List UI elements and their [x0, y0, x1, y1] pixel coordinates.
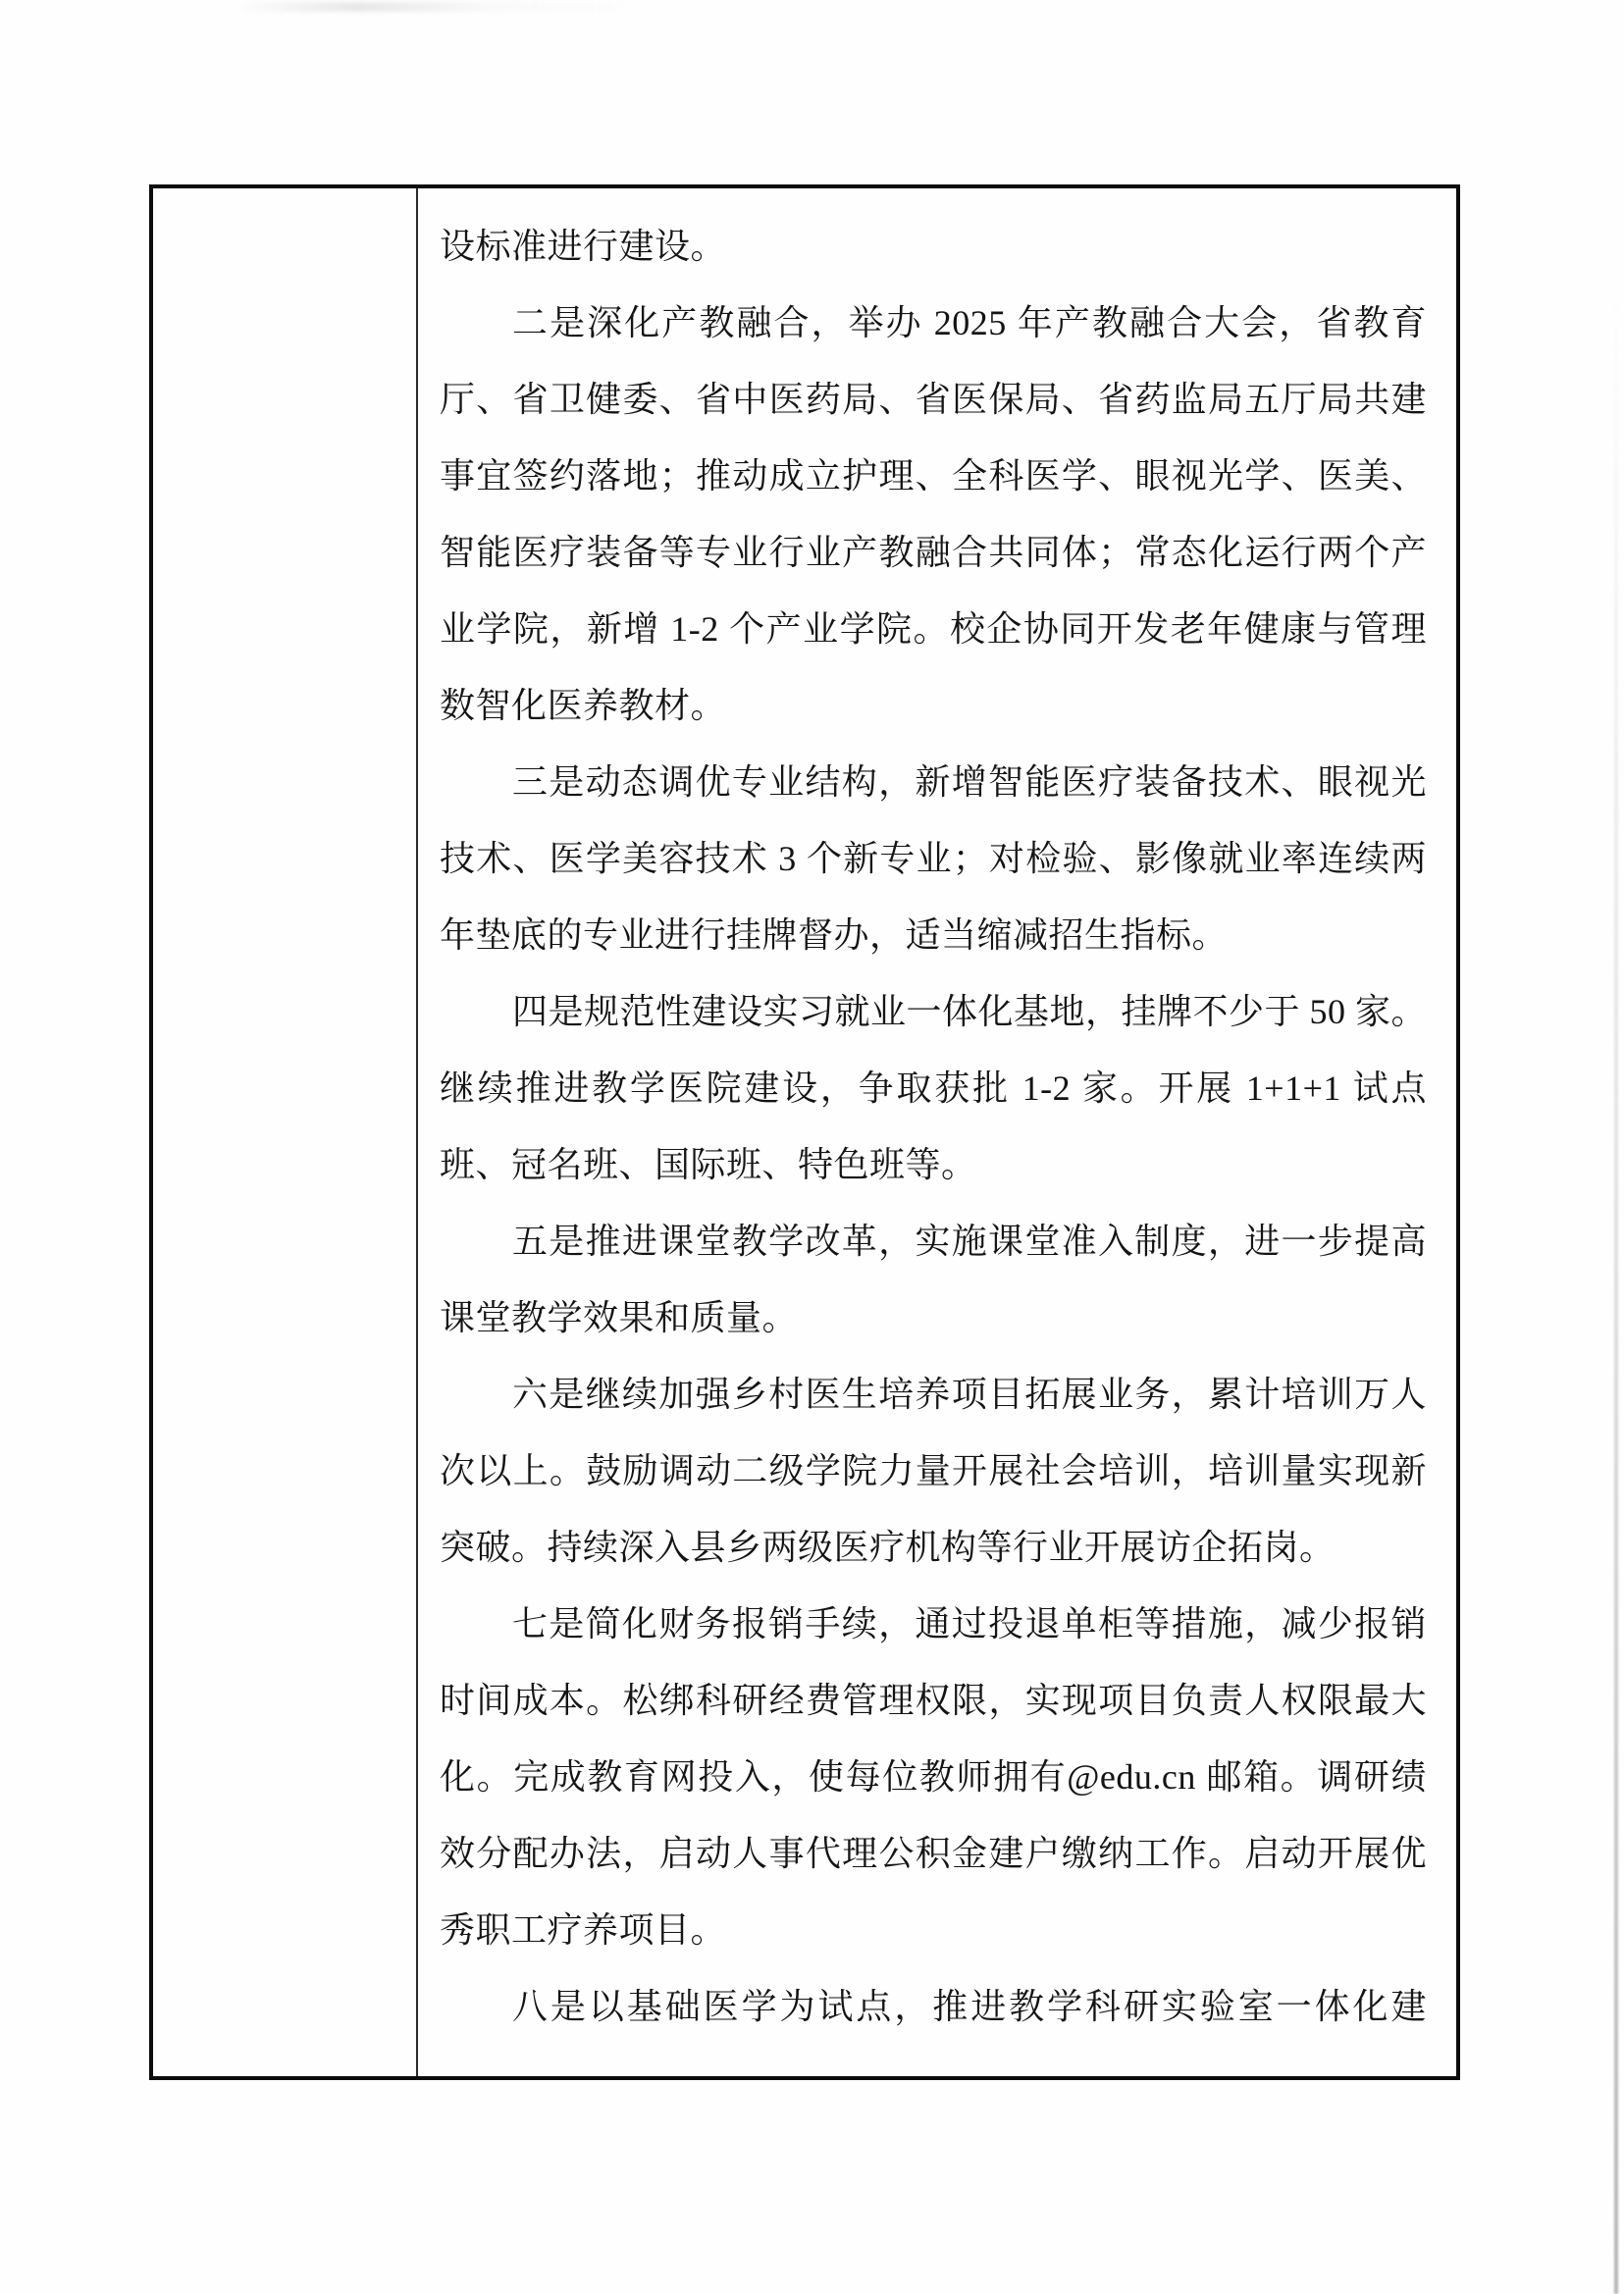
text-line: 课堂教学效果和质量。: [440, 1298, 799, 1337]
table-left-column-empty: [153, 188, 418, 2076]
content-lines: [440, 208, 1427, 2045]
text-line: 六是继续加强乡村医生培养项目拓展业务，累计培训万人: [512, 1375, 1427, 1414]
table-content-column: [418, 188, 1456, 2076]
text-line: 时间成本。松绑科研经费管理权限，实现项目负责人权限最大: [440, 1681, 1427, 1720]
text-line: 效分配办法，启动人事代理公积金建户缴纳工作。启动开展优: [440, 1834, 1427, 1873]
text-line: 秀职工疗养项目。: [440, 1910, 727, 1950]
text-line: 八是以基础医学为试点，推进教学科研实验室一体化建: [512, 1987, 1427, 2026]
text-line: 厅、省卫健委、省中医药局、省医保局、省药监局五厅局共建: [440, 380, 1427, 419]
text-line: 继续推进教学医院建设，争取获批 1-2 家。开展 1+1+1 试点: [440, 1069, 1427, 1108]
text-line: 事宜签约落地；推动成立护理、全科医学、眼视光学、医美、: [440, 456, 1427, 495]
text-line: 四是规范性建设实习就业一体化基地，挂牌不少于 50 家。: [512, 992, 1428, 1031]
text-line: 突破。持续深入县乡两级医疗机构等行业开展访企拓岗。: [440, 1528, 1336, 1567]
text-line: 技术、医学美容技术 3 个新专业；对检验、影像就业率连续两: [440, 839, 1427, 878]
text-line: 五是推进课堂教学改革，实施课堂准入制度，进一步提高: [512, 1222, 1427, 1261]
text-line: 年垫底的专业进行挂牌督办，适当缩减招生指标。: [440, 915, 1229, 955]
text-line: 三是动态调优专业结构，新增智能医疗装备技术、眼视光: [512, 762, 1427, 802]
scan-edge-shadow: [1614, 294, 1618, 2294]
scan-smudge: [236, 2, 648, 12]
text-line: 七是简化财务报销手续，通过投退单柜等措施，减少报销: [512, 1604, 1427, 1643]
text-line: 次以上。鼓励调动二级学院力量开展社会培训，培训量实现新: [440, 1451, 1427, 1490]
text-line: 设标准进行建设。: [440, 227, 727, 266]
text-line: 业学院，新增 1-2 个产业学院。校企协同开发老年健康与管理: [440, 609, 1427, 649]
text-line: 数智化医养教材。: [440, 686, 727, 725]
work-plan-table: [149, 184, 1460, 2080]
text-line: 化。完成教育网投入，使每位教师拥有@edu.cn 邮箱。调研绩: [440, 1757, 1427, 1797]
text-line: 二是深化产教融合，举办 2025 年产教融合大会，省教育: [512, 303, 1427, 342]
text-line: 智能医疗装备等专业行业产教融合共同体；常态化运行两个产: [440, 533, 1427, 572]
text-line: 班、冠名班、国际班、特色班等。: [440, 1145, 977, 1184]
